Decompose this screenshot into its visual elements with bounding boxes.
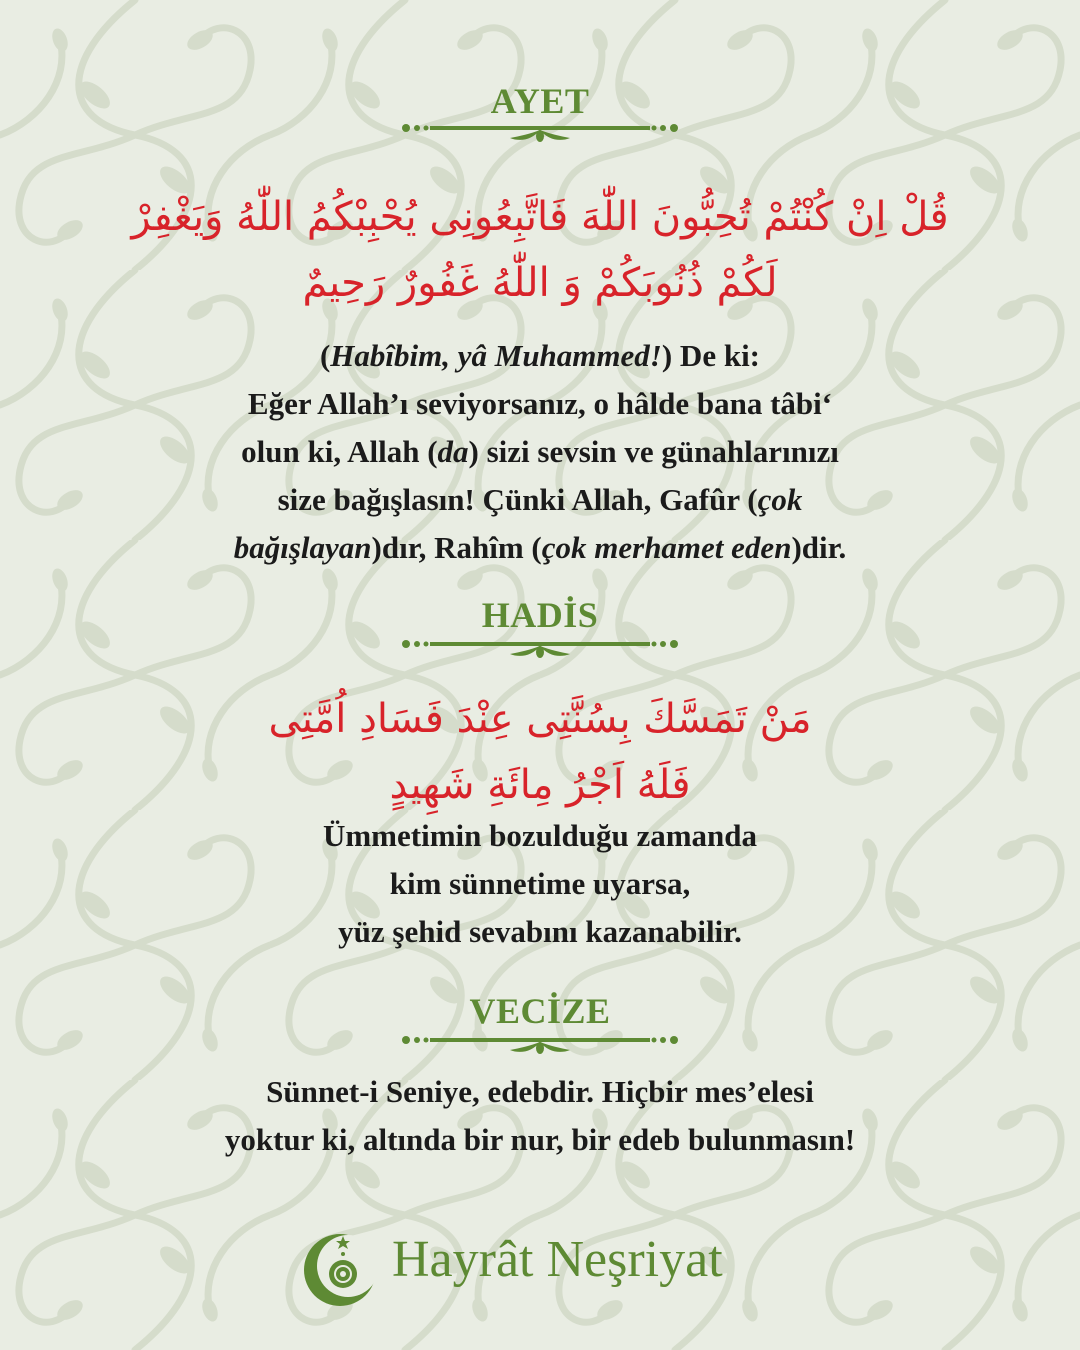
hadis-arabic-text [90, 686, 990, 818]
vecize-text [90, 1068, 990, 1164]
crescent-rose-icon [300, 1226, 384, 1310]
vecize-line: yoktur ki, altında bir nur, bir edeb bulunmasın! [224, 1122, 856, 1157]
ornament-divider [400, 630, 680, 660]
vecize-heading: VECİZE [469, 991, 611, 1031]
ayet-line: size bağışlasın! Çünki Allah, Gafûr (çok [277, 482, 803, 517]
ayet-line: (Habîbim, yâ Muhammed!) De ki: [319, 338, 761, 373]
brand-name: Hayrât Neşriyat [392, 1231, 723, 1288]
hadis-line: kim sünnetime uyarsa, [389, 866, 691, 901]
ayet-arabic-text [90, 184, 990, 316]
hadis-translation [90, 812, 990, 956]
hadis-line: Ümmetimin bozulduğu zamanda [322, 818, 758, 853]
vecize-line: Sünnet-i Seniye, edebdir. Hiçbir mes’elesi [266, 1074, 814, 1109]
ayet-translation [90, 332, 990, 572]
hadis-line: yüz şehid sevabını kazanabilir. [338, 914, 742, 949]
ayet-line: olun ki, Allah (da) sizi sevsin ve günahlarınızı [241, 434, 839, 469]
ornament-divider [400, 114, 680, 144]
ayet-heading: AYET [490, 81, 590, 121]
brand-logo [300, 1226, 780, 1306]
hadis-arabic-line: فَلَهُ اَجْرُ مِائَةِ شَهِيدٍ [389, 762, 691, 808]
ayet-arabic-line: لَكُمْ ذُنُوبَكُمْ وَ اللّٰهُ غَفُورٌ رَحِيمٌ [302, 260, 778, 306]
hadis-heading: HADİS [481, 595, 599, 635]
hadis-arabic-line: مَنْ تَمَسَّكَ بِسُنَّتِى عِنْدَ فَسَادِ اُمَّتِى [268, 696, 812, 742]
ornament-divider [400, 1026, 680, 1056]
ayet-arabic-line: قُلْ اِنْ كُنْتُمْ تُحِبُّونَ اللّٰهَ فَاتَّبِعُونِى يُحْبِبْكُمُ اللّٰهُ وَيَغْفِرْ [131, 194, 949, 240]
ayet-line: bağışlayan)dır, Rahîm (çok merhamet eden)dir. [233, 530, 847, 565]
ayet-line: Eğer Allah’ı seviyorsanız, o hâlde bana tâbi‘ [247, 386, 833, 421]
